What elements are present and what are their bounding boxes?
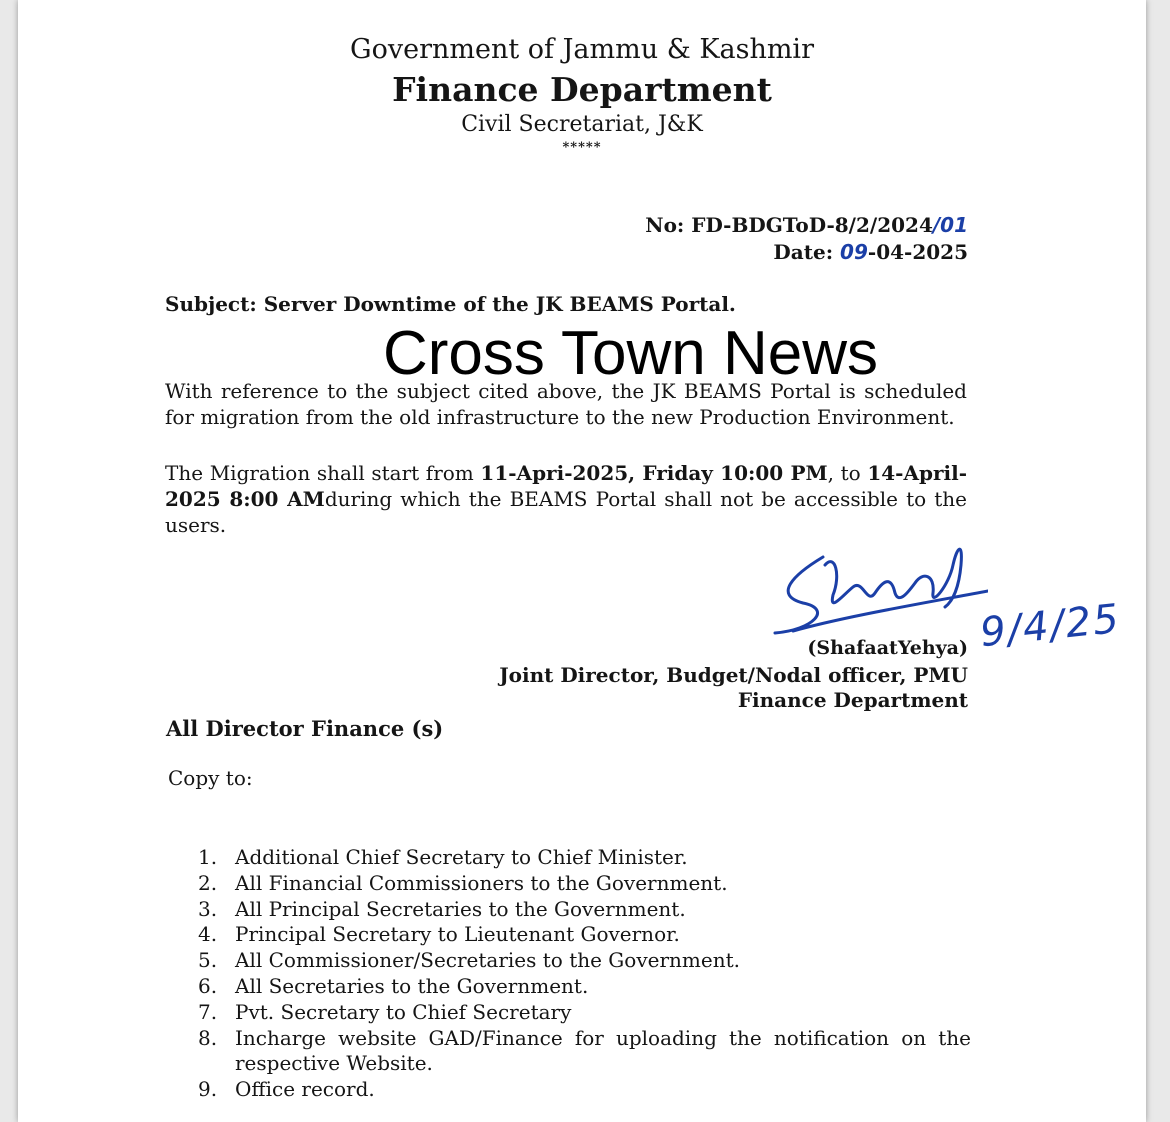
list-item-text: Office record. [235,1077,375,1102]
list-item [198,871,971,897]
reference-number [645,213,968,237]
reference-date-label: Date: [773,240,841,264]
list-item [198,897,971,923]
list-item [198,948,971,974]
list-item-number: 2. [198,870,218,895]
signature-scribble [763,535,988,645]
reference-number-label: No: FD-BDGToD-8/2/2024 [645,213,933,237]
document-page [18,0,1146,1122]
list-item [198,845,971,871]
list-item-number: 5. [198,948,218,973]
copy-to-label: Copy to: [168,766,253,790]
reference-date [773,240,968,264]
list-item-number: 7. [198,999,218,1024]
addressee: All Director Finance (s) [166,716,444,741]
paragraph-migration-part3: during which the BEAMS Portal shall not be accessible to the users. [165,487,967,537]
watermark-text: Cross Town News [383,319,879,388]
list-item-text: Pvt. Secretary to Chief Secretary [235,999,572,1024]
signatory-department: Finance Department [737,688,968,712]
copy-to-list [198,845,971,1103]
reference-date-rest: -04-2025 [867,240,968,264]
list-item [198,922,971,948]
migration-start: 11-Apri-2025, Friday 10:00 PM [480,461,828,485]
list-item-text: All Commissioner/Secretaries to the Government. [235,948,740,973]
list-item-number: 8. [198,1025,218,1050]
list-item-number: 3. [198,896,218,921]
list-item-number: 1. [198,845,218,869]
signatory-name: (ShafaatYehya) [807,637,968,659]
header-office: Civil Secretariat, J&K [461,112,703,137]
paragraph-migration [165,460,967,538]
list-item-text: All Financial Commissioners to the Government. [235,870,728,895]
paragraph-migration-part2: , to [827,461,868,485]
list-item [198,974,971,1000]
header-government: Government of Jammu & Kashmir [350,34,814,65]
list-item-number: 4. [198,922,218,947]
list-item-number: 6. [198,973,218,998]
header-department: Finance Department [392,70,772,109]
list-item [198,1026,971,1078]
signatory-designation: Joint Director, Budget/Nodal officer, PMU [499,663,968,687]
reference-number-handwritten: /01 [932,213,968,237]
subject-line: Subject: Server Downtime of the JK BEAMS Portal. [165,292,736,316]
header-ornament: ***** [562,140,602,155]
migration-end: 14-April-2025 8:00 AM [165,461,968,511]
paragraph-reference: With reference to the subject cited above, the JK BEAMS Portal is scheduled for migration from the old infrastructure to the new Production Environment. [165,379,967,429]
reference-date-handwritten: 09 [840,240,868,264]
list-item-text: Principal Secretary to Lieutenant Governor. [235,922,680,947]
list-item [198,1077,971,1103]
signature-handwritten-date: 9/4/25 [977,595,1123,657]
list-item-text: All Principal Secretaries to the Government. [235,896,686,921]
list-item-text: Additional Chief Secretary to Chief Minister. [235,845,688,869]
list-item-number: 9. [198,1077,218,1102]
list-item-text: Incharge website GAD/Finance for uploading the notification on the respective Website. [235,1025,971,1076]
paragraph-migration-part1: The Migration shall start from [165,461,481,485]
list-item [198,1000,971,1026]
list-item-text: All Secretaries to the Government. [235,973,589,998]
